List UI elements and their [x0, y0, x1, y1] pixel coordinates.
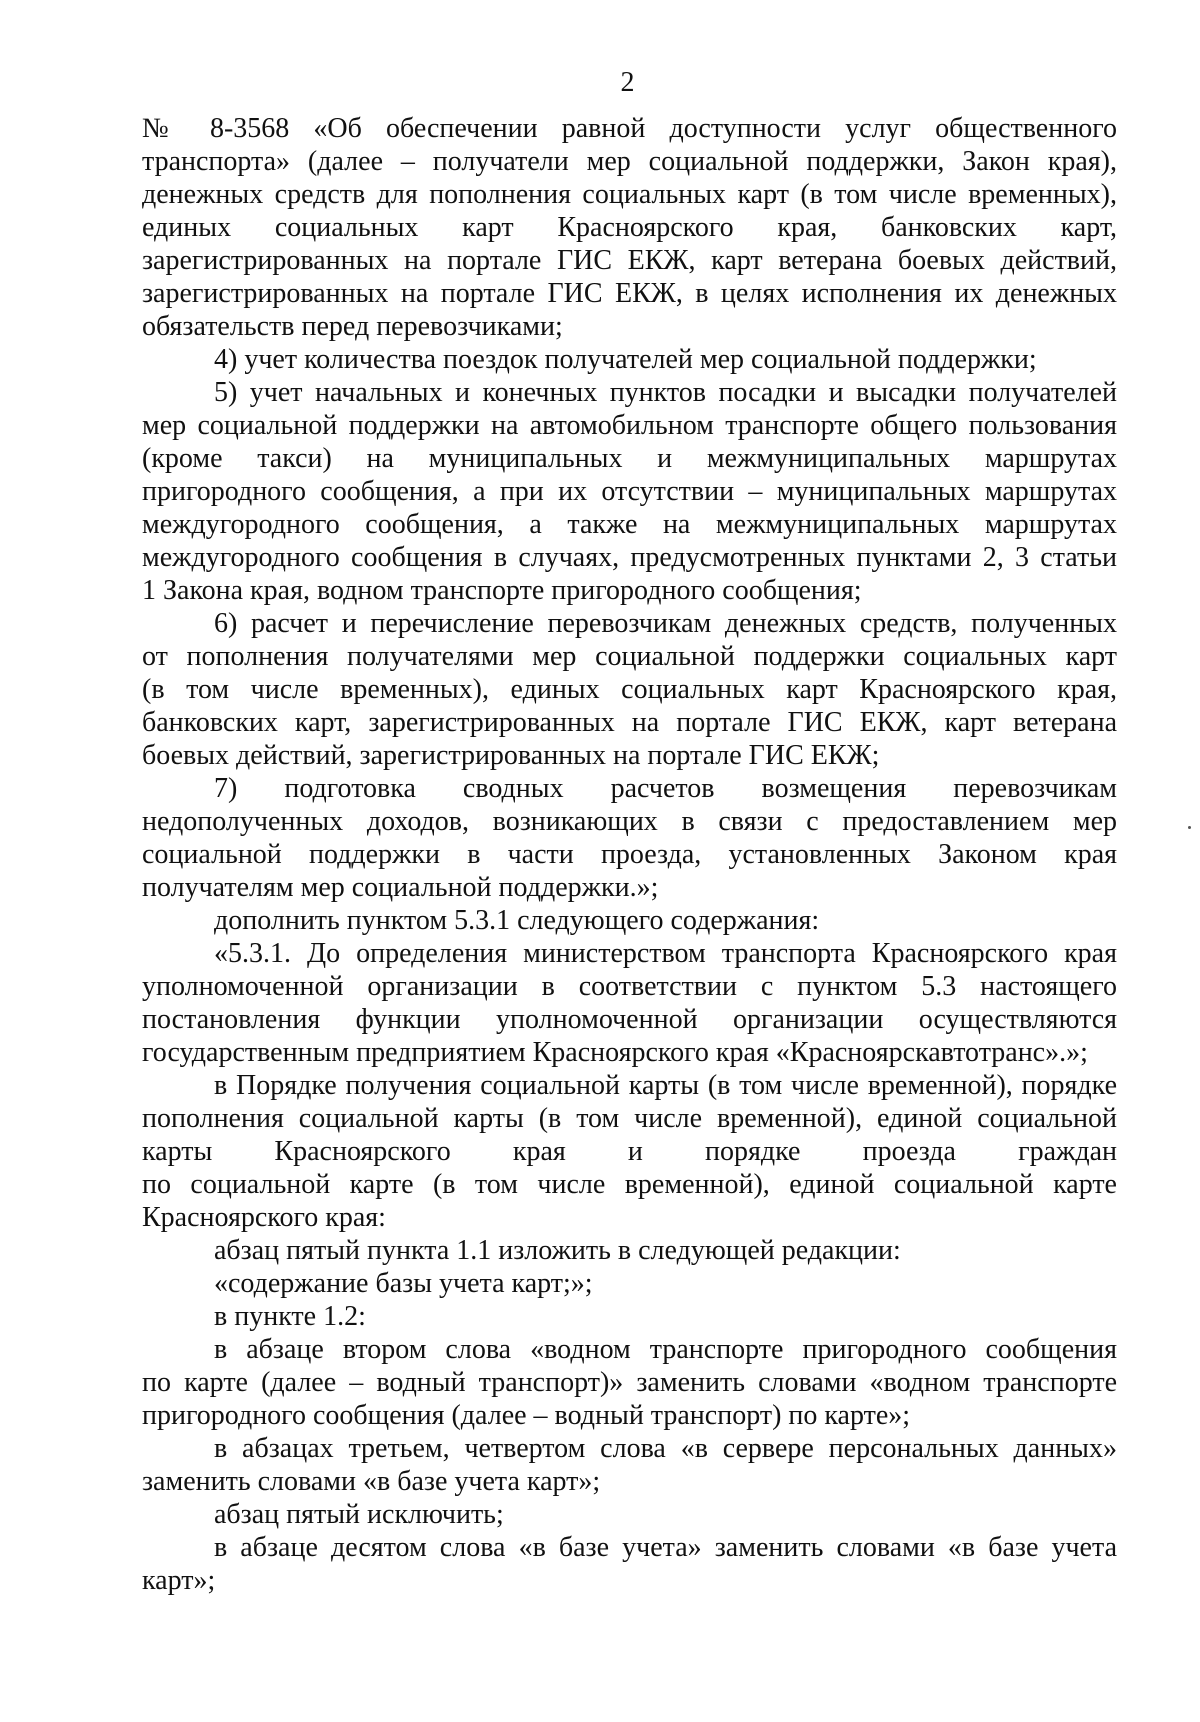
- text-line: денежных средств для пополнения социальных карт (в том числе временных),: [142, 179, 1117, 210]
- text-line: уполномоченной организации в соответствии с пунктом 5.3 настоящего: [142, 971, 1117, 1002]
- text-line: 5) учет начальных и конечных пунктов посадки и высадки получателей: [214, 377, 1117, 408]
- text-line: в абзаце втором слова «водном транспорте пригородного сообщения: [214, 1334, 1117, 1365]
- text-line: обязательств перед перевозчиками;: [142, 311, 563, 342]
- text-line: от пополнения получателями мер социальной поддержки социальных карт: [142, 641, 1117, 672]
- text-line: 7) подготовка сводных расчетов возмещения перевозчикам: [214, 773, 1117, 804]
- text-line: № 8-3568 «Об обеспечении равной доступности услуг общественного: [142, 113, 1117, 144]
- text-line: абзац пятый исключить;: [214, 1499, 504, 1530]
- text-line: транспорта» (далее – получатели мер социальной поддержки, Закон края),: [142, 146, 1117, 177]
- text-line: Красноярского края:: [142, 1202, 386, 1233]
- text-line: в абзацах третьем, четвертом слова «в сервере персональных данных»: [214, 1433, 1117, 1464]
- text-line: (кроме такси) на муниципальных и межмуниципальных маршрутах: [142, 443, 1117, 474]
- text-line: постановления функции уполномоченной организации осуществляются: [142, 1004, 1117, 1035]
- text-line: дополнить пунктом 5.3.1 следующего содержания:: [214, 905, 820, 936]
- text-line: государственным предприятием Красноярского края «Красноярскавтотранс».»;: [142, 1037, 1088, 1068]
- text-line: боевых действий, зарегистрированных на портале ГИС ЕКЖ;: [142, 740, 880, 771]
- text-line: пригородного сообщения (далее – водный транспорт) по карте»;: [142, 1400, 911, 1431]
- text-line: получателям мер социальной поддержки.»;: [142, 872, 659, 903]
- text-line: в пункте 1.2:: [214, 1301, 366, 1332]
- text-line: единых социальных карт Красноярского края, банковских карт,: [142, 212, 1117, 243]
- page-number: 2: [620, 67, 635, 98]
- text-line: зарегистрированных на портале ГИС ЕКЖ, карт ветерана боевых действий,: [142, 245, 1117, 276]
- text-line: абзац пятый пункта 1.1 изложить в следующей редакции:: [214, 1235, 901, 1266]
- text-line: пригородного сообщения, а при их отсутствии – муниципальных маршрутах: [142, 476, 1117, 507]
- text-line: социальной поддержки в части проезда, установленных Законом края: [142, 839, 1117, 870]
- text-line: банковских карт, зарегистрированных на портале ГИС ЕКЖ, карт ветерана: [142, 707, 1117, 738]
- text-line: 1 Закона края, водном транспорте пригородного сообщения;: [142, 575, 862, 606]
- text-line: по карте (далее – водный транспорт)» заменить словами «водном транспорте: [142, 1367, 1117, 1398]
- text-line: зарегистрированных на портале ГИС ЕКЖ, в целях исполнения их денежных: [142, 278, 1117, 309]
- text-line: недополученных доходов, возникающих в связи с предоставлением мер: [142, 806, 1117, 837]
- text-line: карты Красноярского края и порядке проезда граждан: [142, 1136, 1117, 1167]
- text-line: «содержание базы учета карт;»;: [214, 1268, 593, 1299]
- text-line: пополнения социальной карты (в том числе временной), единой социальной: [142, 1103, 1117, 1134]
- text-line: в Порядке получения социальной карты (в том числе временной), порядке: [214, 1070, 1117, 1101]
- text-line: карт»;: [142, 1565, 216, 1596]
- text-line: по социальной карте (в том числе временной), единой социальной карте: [142, 1169, 1117, 1200]
- text-line: в абзаце десятом слова «в базе учета» заменить словами «в базе учета: [214, 1532, 1117, 1563]
- text-line: 6) расчет и перечисление перевозчикам денежных средств, полученных: [214, 608, 1117, 639]
- text-line: междугородного сообщения в случаях, предусмотренных пунктами 2, 3 статьи: [142, 542, 1117, 573]
- text-line: мер социальной поддержки на автомобильном транспорте общего пользования: [142, 410, 1117, 441]
- text-line: 4) учет количества поездок получателей мер социальной поддержки;: [214, 344, 1037, 375]
- text-line: «5.3.1. До определения министерством транспорта Красноярского края: [214, 938, 1117, 969]
- document-body: [142, 112, 1117, 1597]
- text-line: междугородного сообщения, а также на межмуниципальных маршрутах: [142, 509, 1117, 540]
- text-line: заменить словами «в базе учета карт»;: [142, 1466, 601, 1497]
- scan-speck: [1188, 826, 1191, 829]
- text-line: (в том числе временных), единых социальных карт Красноярского края,: [142, 674, 1117, 705]
